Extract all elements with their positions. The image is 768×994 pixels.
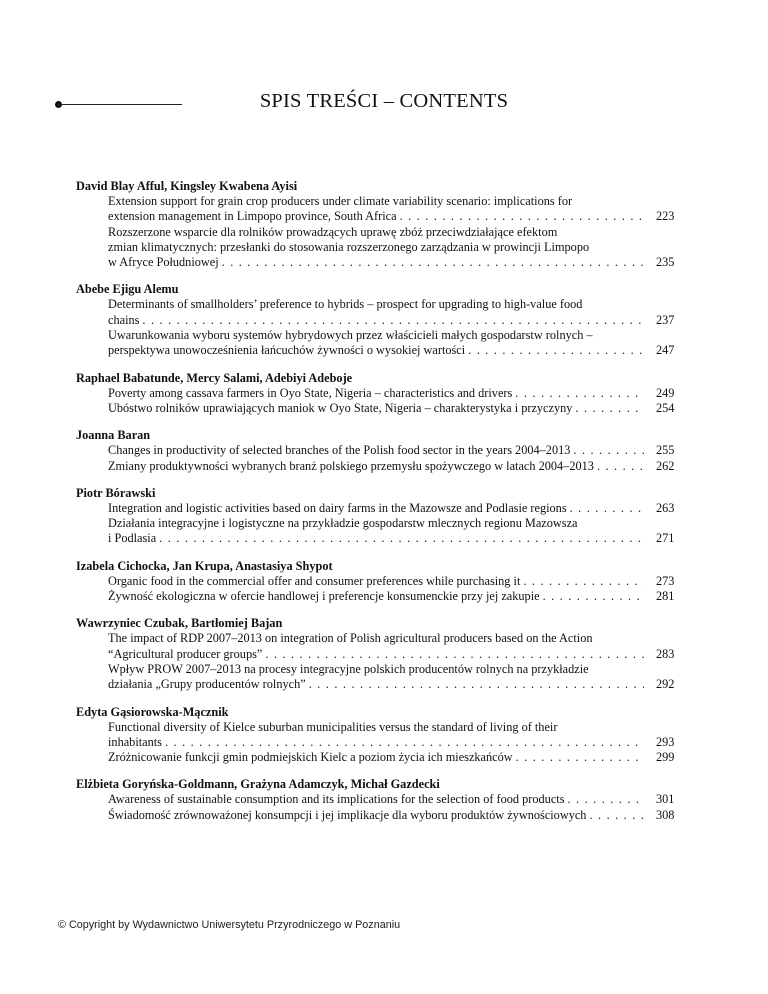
title-line-text: Organic food in the commercial offer and consumer preferences while purchasing it [108,573,521,588]
article-title[interactable] [76,225,696,271]
page-number: 255 [656,443,675,458]
dot-leader [543,589,644,604]
title-line-text: Uwarunkowania wyboru systemów hybrydowych przez właścicieli małych gospodarstw rolnych – [108,328,593,343]
dot-leader [570,501,644,516]
title-line [108,589,644,604]
entry-authors: Piotr Bórawski [76,485,156,500]
title-line-text: Żywność ekologiczna w ofercie handlowej i preferencje konsumenckie przy jej zakupie [108,589,540,604]
dot-leader [575,401,644,416]
article-title[interactable] [76,386,696,401]
title-line-text: działania „Grupy producentów rolnych” [108,677,306,692]
title-line-text: Wpływ PROW 2007–2013 na procesy integracyjne polskich producentów rolnych na przykładzie [108,661,589,676]
title-line [108,720,644,735]
title-line [108,647,644,662]
title-line-text: Extension support for grain crop producers under climate variability scenario: implications for [108,194,573,208]
title-line [108,631,644,646]
entry-authors: Joanna Baran [76,428,151,443]
entry-authors: Elżbieta Goryńska-Goldmann, Grażyna Adamczyk, Michał Gazdecki [76,777,440,792]
article-title[interactable] [76,297,696,328]
title-line-text: Zróżnicowanie funkcji gmin podmiejskich Kielc a poziom życia ich mieszkańców [108,750,513,765]
title-line [108,313,644,328]
article-title[interactable] [76,662,696,693]
toc-entry [76,486,696,547]
page-number: 273 [656,573,675,588]
entry-authors: Abebe Ejigu Alemu [76,282,179,297]
title-line-text: Changes in productivity of selected branches of the Polish food sector in the years 2004–2013 [108,443,571,458]
page-number: 283 [656,646,675,661]
title-line [108,662,644,677]
toc-entry [76,559,696,605]
title-line [108,401,644,416]
page-number: 249 [656,385,675,400]
copyright-notice: © Copyright by Wydawnictwo Uniwersytetu Przyrodniczego w Poznaniu [58,919,401,931]
title-line-text: inhabitants [108,734,162,749]
article-title[interactable] [76,720,696,751]
title-line-text: Functional diversity of Kielce suburban municipalities versus the standard of living of their [108,719,558,734]
page-number: 308 [656,807,675,822]
title-line [108,343,644,358]
table-of-contents [76,179,696,835]
title-line-text: The impact of RDP 2007–2013 on integration of Polish agricultural producers based on the Action [108,631,593,646]
article-title[interactable] [76,501,696,516]
article-title[interactable] [76,574,696,589]
article-title[interactable] [76,750,696,765]
title-line-text: Awareness of sustainable consumption and its implications for the selection of food products [108,792,565,807]
title-line-text: Rozszerzone wsparcie dla rolników prowadzących uprawę zbóż przeciwdziałające efektom [108,224,558,239]
title-line [108,443,644,458]
toc-entry [76,705,696,766]
toc-entry [76,616,696,692]
title-line [108,531,644,546]
page-number: 262 [656,458,675,473]
title-line-text: extension management in Limpopo province, South Africa [108,209,397,224]
dot-leader [309,677,644,692]
dot-leader [222,255,644,270]
title-line [108,209,644,224]
title-line-text: w Afryce Południowej [108,255,219,270]
toc-entry [76,371,696,417]
page-number: 247 [656,343,675,358]
title-line [108,808,644,823]
dot-leader [265,647,644,662]
dot-leader [515,386,644,401]
title-line [108,240,644,255]
title-line-text: Działania integracyjne i logistyczne na przykładzie gospodarstw mlecznych regionu Mazowsza [108,516,578,531]
entry-authors: Edyta Gąsiorowska-Mącznik [76,704,229,719]
title-line-text: Integration and logistic activities based on dairy farms in the Mazowsze and Podlasie regions [108,500,567,515]
toc-entry [76,282,696,358]
entry-authors: David Blay Afful, Kingsley Kwabena Ayisi [76,179,298,193]
title-line-text: perspektywa unowocześnienia łańcuchów żywności o wysokiej wartości [108,343,466,358]
title-line-text: Ubóstwo rolników uprawiających maniok w Oyo State, Nigeria – charakterystyka i przyczyny [108,400,573,415]
page-title: SPIS TREŚCI – CONTENTS [259,90,509,112]
title-line-text: chains [108,312,140,327]
article-title[interactable] [76,459,696,474]
page-number: 281 [656,589,675,604]
page-number: 271 [656,531,675,546]
dot-leader [589,808,644,823]
article-title[interactable] [76,808,696,823]
toc-entry [76,428,696,474]
article-title[interactable] [76,401,696,416]
title-line-text: i Podlasia [108,531,157,546]
article-title[interactable] [76,792,696,807]
title-line [108,328,644,343]
dot-leader [142,313,644,328]
title-line [108,297,644,312]
page-number: 237 [656,312,675,327]
page-number: 254 [656,400,675,415]
title-line-text: “Agricultural producer groups” [108,646,263,661]
dot-leader [159,531,644,546]
toc-entry [76,179,696,270]
title-line-text: Determinants of smallholders’ preference to hybrids – prospect for upgrading to high-value food [108,297,583,312]
title-line [108,459,644,474]
title-line-text: Poverty among cassava farmers in Oyo State, Nigeria – characteristics and drivers [108,385,513,400]
page-number: 301 [656,792,675,807]
page-number: 299 [656,750,675,765]
article-title[interactable] [76,589,696,604]
toc-entry [76,777,696,823]
entry-authors: Raphael Babatunde, Mercy Salami, Adebiyi Adeboje [76,370,353,385]
title-line-text: Świadomość zrównoważonej konsumpcji i jej implikacje dla wyboru produktów żywnościowych [108,807,587,822]
page-number: 223 [656,209,675,224]
page-number: 263 [656,500,675,515]
title-line [108,255,644,270]
page-number: 235 [656,255,675,270]
title-line [108,501,644,516]
article-title[interactable] [76,328,696,359]
article-title[interactable] [76,631,696,662]
dot-leader [597,459,644,474]
dot-leader [165,735,644,750]
article-title[interactable] [76,516,696,547]
title-line [108,574,644,589]
entry-authors: Izabela Cichocka, Jan Krupa, Anastasiya Shypot [76,558,333,573]
dot-leader [516,750,644,765]
dot-leader [523,574,644,589]
article-title[interactable] [76,443,696,458]
title-line-text: Zmiany produktywności wybranych branż polskiego przemysłu spożywczego w latach 2004–2013 [108,458,594,473]
dot-leader [400,209,644,224]
page-number: 292 [656,677,675,692]
title-line-text: zmian klimatycznych: przesłanki do stosowania rozszerzonego zarządzania w prowincji Limpopo [108,239,590,254]
dot-leader [573,443,644,458]
title-line [108,386,644,401]
entry-authors: Wawrzyniec Czubak, Bartłomiej Bajan [76,616,283,631]
title-line [108,225,644,240]
dot-leader [468,343,644,358]
dot-leader [568,792,645,807]
article-title[interactable] [76,194,696,225]
title-line [108,516,644,531]
title-line [108,735,644,750]
title-line [108,677,644,692]
page-number: 293 [656,734,675,749]
title-line [108,792,644,807]
title-line [108,750,644,765]
title-line [108,194,644,209]
